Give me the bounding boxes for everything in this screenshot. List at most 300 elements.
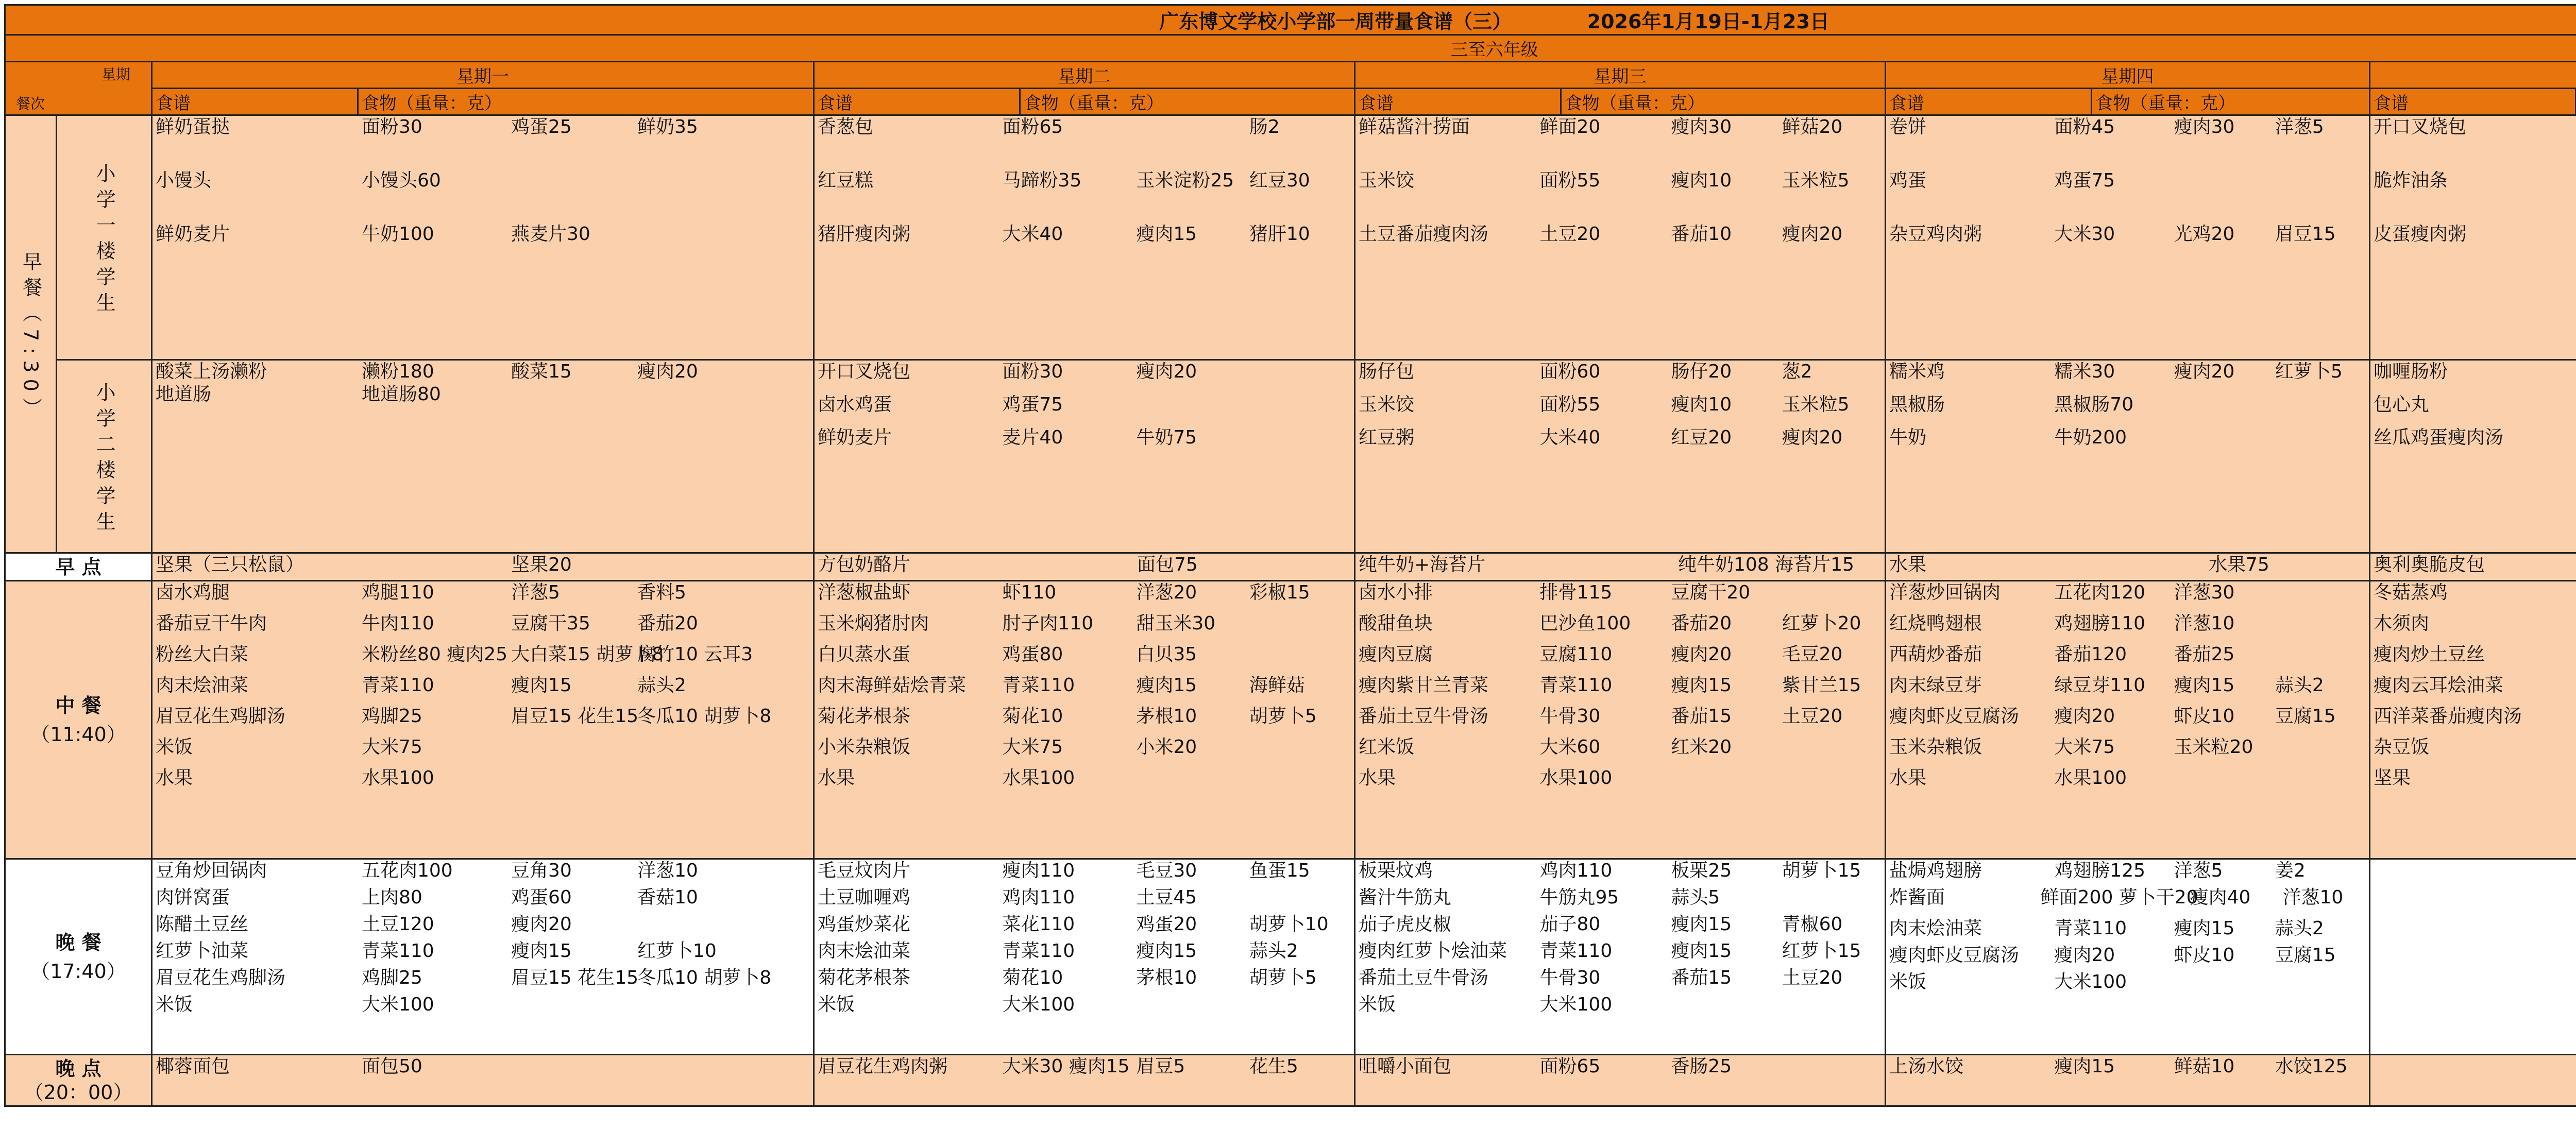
dinner-thu [1886, 859, 2370, 1055]
food-item: 鸡脚25 [362, 706, 422, 727]
menu-line [1889, 361, 2366, 383]
food-item: 濑粉180 [362, 361, 434, 382]
food-item: 鲜菇20 [1782, 116, 1843, 138]
food-item: 面粉60 [1539, 361, 1601, 382]
food-item: 番茄15 [1671, 967, 1732, 988]
food-item: 青菜110 [362, 675, 434, 696]
dish-name: 坚果 [2374, 767, 2411, 789]
menu-line [2374, 116, 2576, 139]
food-item: 菜花110 [1002, 914, 1075, 935]
food-item [637, 383, 751, 406]
menu-line [156, 967, 810, 989]
food-item: 红米20 [1671, 737, 1732, 758]
food-item: 瘦肉15 [1136, 224, 1197, 245]
food-item: 虾110 [1002, 582, 1057, 603]
dish-name: 椰蓉面包 [156, 1056, 230, 1077]
food-item: 玉米粒20 [2174, 737, 2253, 758]
menu-line [156, 612, 810, 635]
menu-line [818, 223, 1351, 246]
menu-line [2374, 223, 2576, 246]
menu-line [818, 994, 1351, 1016]
dish-name: 炸酱面 [1889, 887, 1945, 908]
menu-line [1889, 426, 2366, 449]
dish-name: 陈醋土豆丝 [156, 914, 249, 935]
meal-lunch-time: （11:40） [30, 723, 126, 746]
food-item: 洋葱5 [511, 582, 560, 603]
food-item [2275, 393, 2366, 416]
food-item: 香料5 [637, 582, 686, 603]
dish-name: 黑椒肠 [1889, 394, 1945, 415]
menu-line [156, 581, 810, 604]
dish-name: 肉末海鲜菇烩青菜 [818, 675, 967, 696]
menu-line [1889, 612, 2366, 635]
dish-name: 白贝蒸水蛋 [818, 644, 911, 665]
food-item: 鲜面200 萝卜干20 [2040, 887, 2198, 908]
food-item: 大米30 [2054, 224, 2115, 245]
snack-mon [152, 553, 814, 581]
snack-food: 水果75 [2209, 554, 2269, 575]
food-item: 瘦肉20 [511, 914, 572, 935]
food-item: 地道肠80 [362, 384, 441, 405]
food-item [1136, 767, 1249, 790]
dish-name: 鸡蛋炒菜花 [818, 914, 911, 935]
dish-name: 米饭 [156, 737, 193, 758]
food-item: 茄子80 [1539, 914, 1601, 935]
food-item: 巴沙鱼100 [1539, 613, 1631, 634]
food-item [2275, 169, 2366, 192]
menu-line [1889, 393, 2366, 416]
food-item: 牛奶75 [1136, 427, 1197, 448]
menu-line [156, 705, 810, 728]
food-item: 大米40 [1539, 427, 1601, 448]
meal-snack-am: 早 点 [5, 553, 152, 581]
menu-line [2374, 767, 2576, 790]
menu-line [1359, 1055, 1882, 1078]
food-item: 水饺125 [2275, 1056, 2348, 1077]
food-item: 牛骨30 [1539, 967, 1601, 988]
dinner-fri [2370, 859, 2576, 1055]
dish-name: 肉末烩油菜 [818, 940, 911, 962]
dish-name: 糯米鸡 [1889, 361, 1945, 382]
food-item: 蒜头2 [2275, 675, 2324, 696]
food-item [511, 994, 637, 1016]
menu-line [2374, 393, 2576, 416]
menu-line [1359, 860, 1882, 882]
corner-meal-label: 餐次 [16, 95, 45, 112]
food-item: 胡萝卜10 [1249, 914, 1329, 935]
meal-dinner [5, 859, 152, 1055]
food-item: 瘦肉15 [1671, 675, 1732, 696]
dish-name: 眉豆花生鸡肉粥 [818, 1056, 948, 1077]
food-item: 马蹄粉35 [1002, 170, 1082, 191]
food-item: 虾皮10 [2174, 945, 2235, 966]
dish-name: 卤水小排 [1359, 582, 1433, 603]
dish-name: 瘦肉云耳烩油菜 [2374, 675, 2504, 696]
food-item: 洋葱10 [2282, 887, 2344, 908]
food-item: 瘦肉15 [511, 940, 572, 962]
food-item: 番茄20 [1671, 613, 1732, 634]
food-item: 小米20 [1136, 737, 1197, 758]
dish-name: 米饭 [818, 994, 855, 1015]
food-item: 白贝35 [1136, 644, 1197, 665]
food-item [1782, 994, 1882, 1016]
food-item: 土豆20 [1782, 706, 1843, 727]
page-title: 广东博文学校小学部一周带量食谱（三） [1159, 10, 1512, 33]
dish-name: 上汤水饺 [1889, 1056, 1964, 1077]
food-item: 洋葱5 [2174, 860, 2223, 881]
lunch-thu [1886, 581, 2370, 859]
dish-name: 包心丸 [2374, 394, 2430, 415]
menu-line [156, 383, 810, 406]
food-item: 眉豆15 花生15 [511, 706, 639, 727]
food-item: 菊花10 [1002, 706, 1063, 727]
snack-food: 坚果20 [511, 554, 572, 575]
dish-name: 盐焗鸡翅膀 [1889, 860, 1982, 881]
dish-name: 香葱包 [818, 116, 874, 138]
col-food-mon: 食物（重量：克） [358, 89, 814, 115]
dish-name: 玉米饺 [1359, 394, 1415, 415]
snack-food: 纯牛奶108 海苔片15 [1678, 554, 1854, 575]
food-item: 米粉丝80 瘦肉25 [362, 644, 508, 665]
dish-name: 肠仔包 [1359, 361, 1415, 382]
menu-line [2374, 736, 2576, 759]
dish-name: 红米饭 [1359, 737, 1415, 758]
dish-name: 粉丝大白菜 [156, 644, 249, 665]
dish-name: 牛奶 [1889, 427, 1927, 448]
dinner-wed [1355, 859, 1886, 1055]
bf2-fri [2370, 360, 2576, 553]
food-item: 番茄20 [637, 613, 698, 634]
food-item: 冬瓜10 胡萝卜8 [637, 706, 772, 727]
food-item [2174, 426, 2275, 449]
food-item: 鸡蛋75 [1002, 394, 1063, 415]
food-item: 姜2 [2275, 860, 2306, 881]
menu-line [1359, 581, 1882, 604]
dish-name: 茄子虎皮椒 [1359, 914, 1452, 935]
food-item: 红萝卜10 [637, 940, 717, 962]
food-item: 瘦肉15 [1136, 675, 1197, 696]
food-item [637, 1055, 751, 1078]
menu-line [1359, 705, 1882, 728]
food-item: 瘦肉10 [1671, 170, 1732, 191]
food-item: 番茄15 [1671, 706, 1732, 727]
food-item: 大米40 [1002, 224, 1063, 245]
menu-line [2374, 643, 2576, 666]
food-item: 洋葱5 [2275, 116, 2324, 138]
food-item: 青菜110 [1539, 675, 1613, 696]
dish-name: 瘦肉虾皮豆腐汤 [1889, 945, 2020, 966]
food-item [2275, 767, 2366, 790]
menu-line [818, 116, 1351, 139]
food-item [1136, 393, 1249, 416]
menu-line [818, 581, 1351, 604]
food-item: 排骨115 [1539, 582, 1613, 603]
dish-name: 小馒头 [156, 170, 212, 191]
food-item [2275, 612, 2366, 635]
dish-name: 冬菇蒸鸡 [2374, 582, 2448, 603]
food-item: 大米100 [362, 994, 434, 1015]
snack-thu [1886, 553, 2370, 581]
menu-line [156, 767, 810, 790]
dish-name: 菊花茅根茶 [818, 706, 911, 727]
food-item: 蒜头2 [1249, 940, 1298, 962]
dish-name: 丝瓜鸡蛋瘦肉汤 [2374, 427, 2504, 448]
dish-name: 玉米焖猪肘肉 [818, 613, 929, 634]
grade-label: 三至六年级 [1450, 40, 1538, 60]
grade-row [5, 35, 2576, 62]
dish-name: 米饭 [1359, 994, 1396, 1015]
food-item: 大米100 [1539, 994, 1613, 1015]
food-item [2275, 736, 2366, 759]
food-item: 板栗25 [1671, 860, 1732, 881]
food-item: 茅根10 [1136, 967, 1197, 988]
dish-name: 玉米杂粮饭 [1889, 737, 1982, 758]
food-item: 面粉30 [1002, 361, 1063, 382]
menu-line [2374, 674, 2576, 697]
menu-line [1359, 643, 1882, 666]
day-header-thu: 星期四 [1886, 62, 2370, 89]
menu-line [1889, 116, 2366, 139]
lunch-mon [152, 581, 814, 859]
food-item: 大米100 [1002, 994, 1075, 1015]
col-recipe-fri: 食谱 [2370, 89, 2576, 115]
food-item [1782, 886, 1882, 909]
dish-name: 开口叉烧包 [2374, 116, 2467, 138]
menu-line [2374, 361, 2576, 383]
dish-name: 洋葱椒盐虾 [818, 582, 911, 603]
dish-name: 酱汁牛筋丸 [1359, 887, 1452, 908]
food-item: 肘子肉110 [1002, 613, 1094, 634]
dish-name: 眉豆花生鸡脚汤 [156, 967, 286, 988]
menu-line [156, 674, 810, 697]
col-recipe-thu: 食谱 [1886, 89, 2092, 115]
dish-name: 豆角炒回锅肉 [156, 860, 267, 881]
snack-food: 面包75 [1137, 554, 1198, 575]
menu-line [1889, 944, 2366, 967]
menu-line [818, 674, 1351, 697]
food-item [1249, 643, 1351, 666]
lunch-fri [2370, 581, 2576, 859]
menu-line [1359, 393, 1882, 416]
food-item: 光鸡20 [2174, 224, 2235, 245]
snack-wed [1355, 553, 1886, 581]
food-item: 鲜菇10 [2174, 1056, 2235, 1077]
food-item: 胡萝卜5 [1249, 706, 1317, 727]
food-item [1136, 116, 1249, 139]
food-item: 鸡蛋20 [1136, 914, 1197, 935]
food-item: 眉豆5 [1136, 1056, 1185, 1077]
food-item: 豆腐110 [1539, 644, 1613, 665]
dish-name: 番茄豆干牛肉 [156, 613, 267, 634]
col-recipe-wed: 食谱 [1355, 89, 1561, 115]
day-header-wed: 星期三 [1355, 62, 1886, 89]
food-item: 大米75 [362, 737, 422, 758]
food-item: 鸡蛋25 [511, 116, 572, 138]
dish-name: 地道肠 [156, 384, 212, 405]
dish-name: 番茄土豆牛骨汤 [1359, 706, 1489, 727]
food-item: 鱼蛋15 [1249, 860, 1310, 881]
food-item: 葱2 [1782, 361, 1812, 382]
dish-name: 肉末烩油菜 [156, 675, 249, 696]
menu-line [1359, 994, 1882, 1016]
dish-name: 脆炸油条 [2374, 170, 2448, 191]
food-item: 豆角30 [511, 860, 572, 881]
food-item: 眉豆15 花生15 [511, 967, 639, 988]
snack-tue [814, 553, 1355, 581]
food-item: 土豆45 [1136, 887, 1197, 908]
food-item: 瘦肉15 [1671, 940, 1732, 962]
food-item [1671, 994, 1782, 1016]
bf2-tue [814, 360, 1355, 553]
menu-line [818, 967, 1351, 989]
food-item: 番茄25 [2174, 644, 2235, 665]
dish-name: 咀嚼小面包 [1359, 1056, 1452, 1077]
food-item [1782, 736, 1882, 759]
food-item: 鸡翅膀110 [2054, 613, 2146, 634]
menu-line [156, 1055, 810, 1078]
food-item: 土豆20 [1782, 967, 1843, 988]
dish-name: 眉豆花生鸡脚汤 [156, 706, 286, 727]
dish-name: 瘦肉虾皮豆腐汤 [1889, 706, 2020, 727]
dish-name: 鲜奶麦片 [156, 224, 230, 245]
food-item: 红萝卜15 [1782, 940, 1861, 962]
menu-line [1359, 674, 1882, 697]
dish-name: 开口叉烧包 [818, 361, 911, 382]
dish-name: 水果 [1889, 767, 1927, 789]
food-item: 鲜奶35 [637, 116, 698, 138]
food-item: 红萝卜5 [2275, 361, 2343, 382]
food-item [637, 767, 751, 790]
food-item: 红萝卜20 [1782, 613, 1861, 634]
menu-line [818, 426, 1351, 449]
food-item: 水果100 [2054, 767, 2127, 789]
dish-name: 水果 [818, 767, 855, 789]
bf1-mon [152, 115, 814, 360]
food-item: 猪肝10 [1249, 224, 1310, 245]
food-item: 毛豆20 [1782, 644, 1843, 665]
lunch-tue [814, 581, 1355, 859]
food-item: 糯米30 [2054, 361, 2115, 382]
food-item: 蒜头2 [637, 675, 686, 696]
col-food-tue: 食物（重量：克） [1020, 89, 1355, 115]
menu-line [818, 886, 1351, 909]
snack-recipe: 纯牛奶+海苔片 [1359, 554, 1486, 575]
menu-line [1889, 581, 2366, 604]
dish-name: 土豆咖喱鸡 [818, 887, 911, 908]
dish-name: 小米杂粮饭 [818, 737, 911, 758]
menu-line [818, 736, 1351, 759]
menu-line [1359, 169, 1882, 192]
food-item: 牛肉110 [362, 613, 434, 634]
menu-line [1889, 1055, 2366, 1078]
food-item [1671, 767, 1782, 790]
food-item: 大米60 [1539, 737, 1601, 758]
menu-line [1889, 767, 2366, 790]
food-item: 海鲜菇 [1249, 675, 1305, 696]
food-item: 青椒60 [1782, 914, 1843, 935]
food-item: 瘦肉15 [511, 675, 572, 696]
snack-recipe: 方包奶酪片 [818, 554, 911, 575]
dish-name: 米饭 [1889, 971, 1927, 992]
food-item: 牛奶200 [2054, 427, 2127, 448]
menu-line [1889, 705, 2366, 728]
food-item [1249, 994, 1351, 1016]
food-item: 玉米粒5 [1782, 170, 1850, 191]
food-item [511, 736, 637, 759]
col-recipe-tue: 食谱 [814, 89, 1020, 115]
food-item [637, 223, 751, 246]
food-item: 豆腐15 [2275, 706, 2336, 727]
food-item: 青菜110 [2054, 918, 2127, 939]
food-item: 花生5 [1249, 1056, 1298, 1077]
dish-name: 瘦肉豆腐 [1359, 644, 1433, 665]
menu-line [156, 643, 810, 666]
food-item [511, 767, 637, 790]
food-item: 瘦肉15 [1671, 914, 1732, 935]
dish-name: 肉末绿豆芽 [1889, 675, 1982, 696]
food-item: 青菜110 [1002, 940, 1075, 962]
food-item: 蒜头5 [1671, 887, 1720, 908]
food-item: 豆腐干20 [1671, 582, 1751, 603]
food-item: 大米75 [1002, 737, 1063, 758]
dish-name: 卤水鸡蛋 [818, 394, 892, 415]
dish-name: 杂豆饭 [2374, 737, 2430, 758]
menu-line [1359, 116, 1882, 139]
dish-name: 酸菜上汤濑粉 [156, 361, 267, 382]
food-item: 土豆20 [1539, 224, 1601, 245]
food-item: 牛骨30 [1539, 706, 1601, 727]
food-item: 牛筋丸95 [1539, 887, 1619, 908]
dish-name: 鲜奶麦片 [818, 427, 892, 448]
meal-snack-pm-name: 晚 点 [55, 1057, 101, 1080]
food-item [1249, 393, 1351, 416]
food-item: 菊花10 [1002, 967, 1063, 988]
food-item [2275, 643, 2366, 666]
food-item: 彩椒15 [1249, 582, 1310, 603]
food-item: 鲜面20 [1539, 116, 1601, 138]
meal-dinner-name: 晚 餐 [55, 931, 101, 954]
food-item [1782, 1055, 1882, 1078]
snack-fri [2370, 553, 2576, 581]
food-item: 虾皮10 [2174, 706, 2235, 727]
dish-name: 番茄土豆牛骨汤 [1359, 967, 1489, 988]
food-item: 面粉55 [1539, 394, 1601, 415]
food-item: 眉豆15 [2275, 224, 2336, 245]
food-item: 面粉45 [2054, 116, 2115, 138]
food-item [1249, 767, 1351, 790]
menu-line [818, 913, 1351, 936]
food-item: 青菜110 [362, 940, 434, 962]
menu-line [156, 223, 810, 246]
food-item: 腐竹10 云耳3 [637, 644, 753, 665]
menu-line [2374, 426, 2576, 449]
dish-name: 鸡蛋 [1889, 170, 1927, 191]
dish-name: 洋葱炒回锅肉 [1889, 582, 2001, 603]
menu-line [156, 913, 810, 936]
col-recipe-mon: 食谱 [152, 89, 358, 115]
food-item: 鸡蛋80 [1002, 644, 1063, 665]
food-item: 瘦肉15 [2174, 675, 2235, 696]
menu-line [1889, 643, 2366, 666]
menu-line [1359, 426, 1882, 449]
meal-lunch-name: 中 餐 [55, 694, 101, 717]
menu-line [818, 643, 1351, 666]
menu-line [818, 169, 1351, 192]
dish-name: 肉饼窝蛋 [156, 887, 230, 908]
dish-name: 红烧鸭翅根 [1889, 613, 1982, 634]
food-item [1249, 886, 1351, 909]
food-item: 瘦肉110 [1002, 860, 1075, 881]
